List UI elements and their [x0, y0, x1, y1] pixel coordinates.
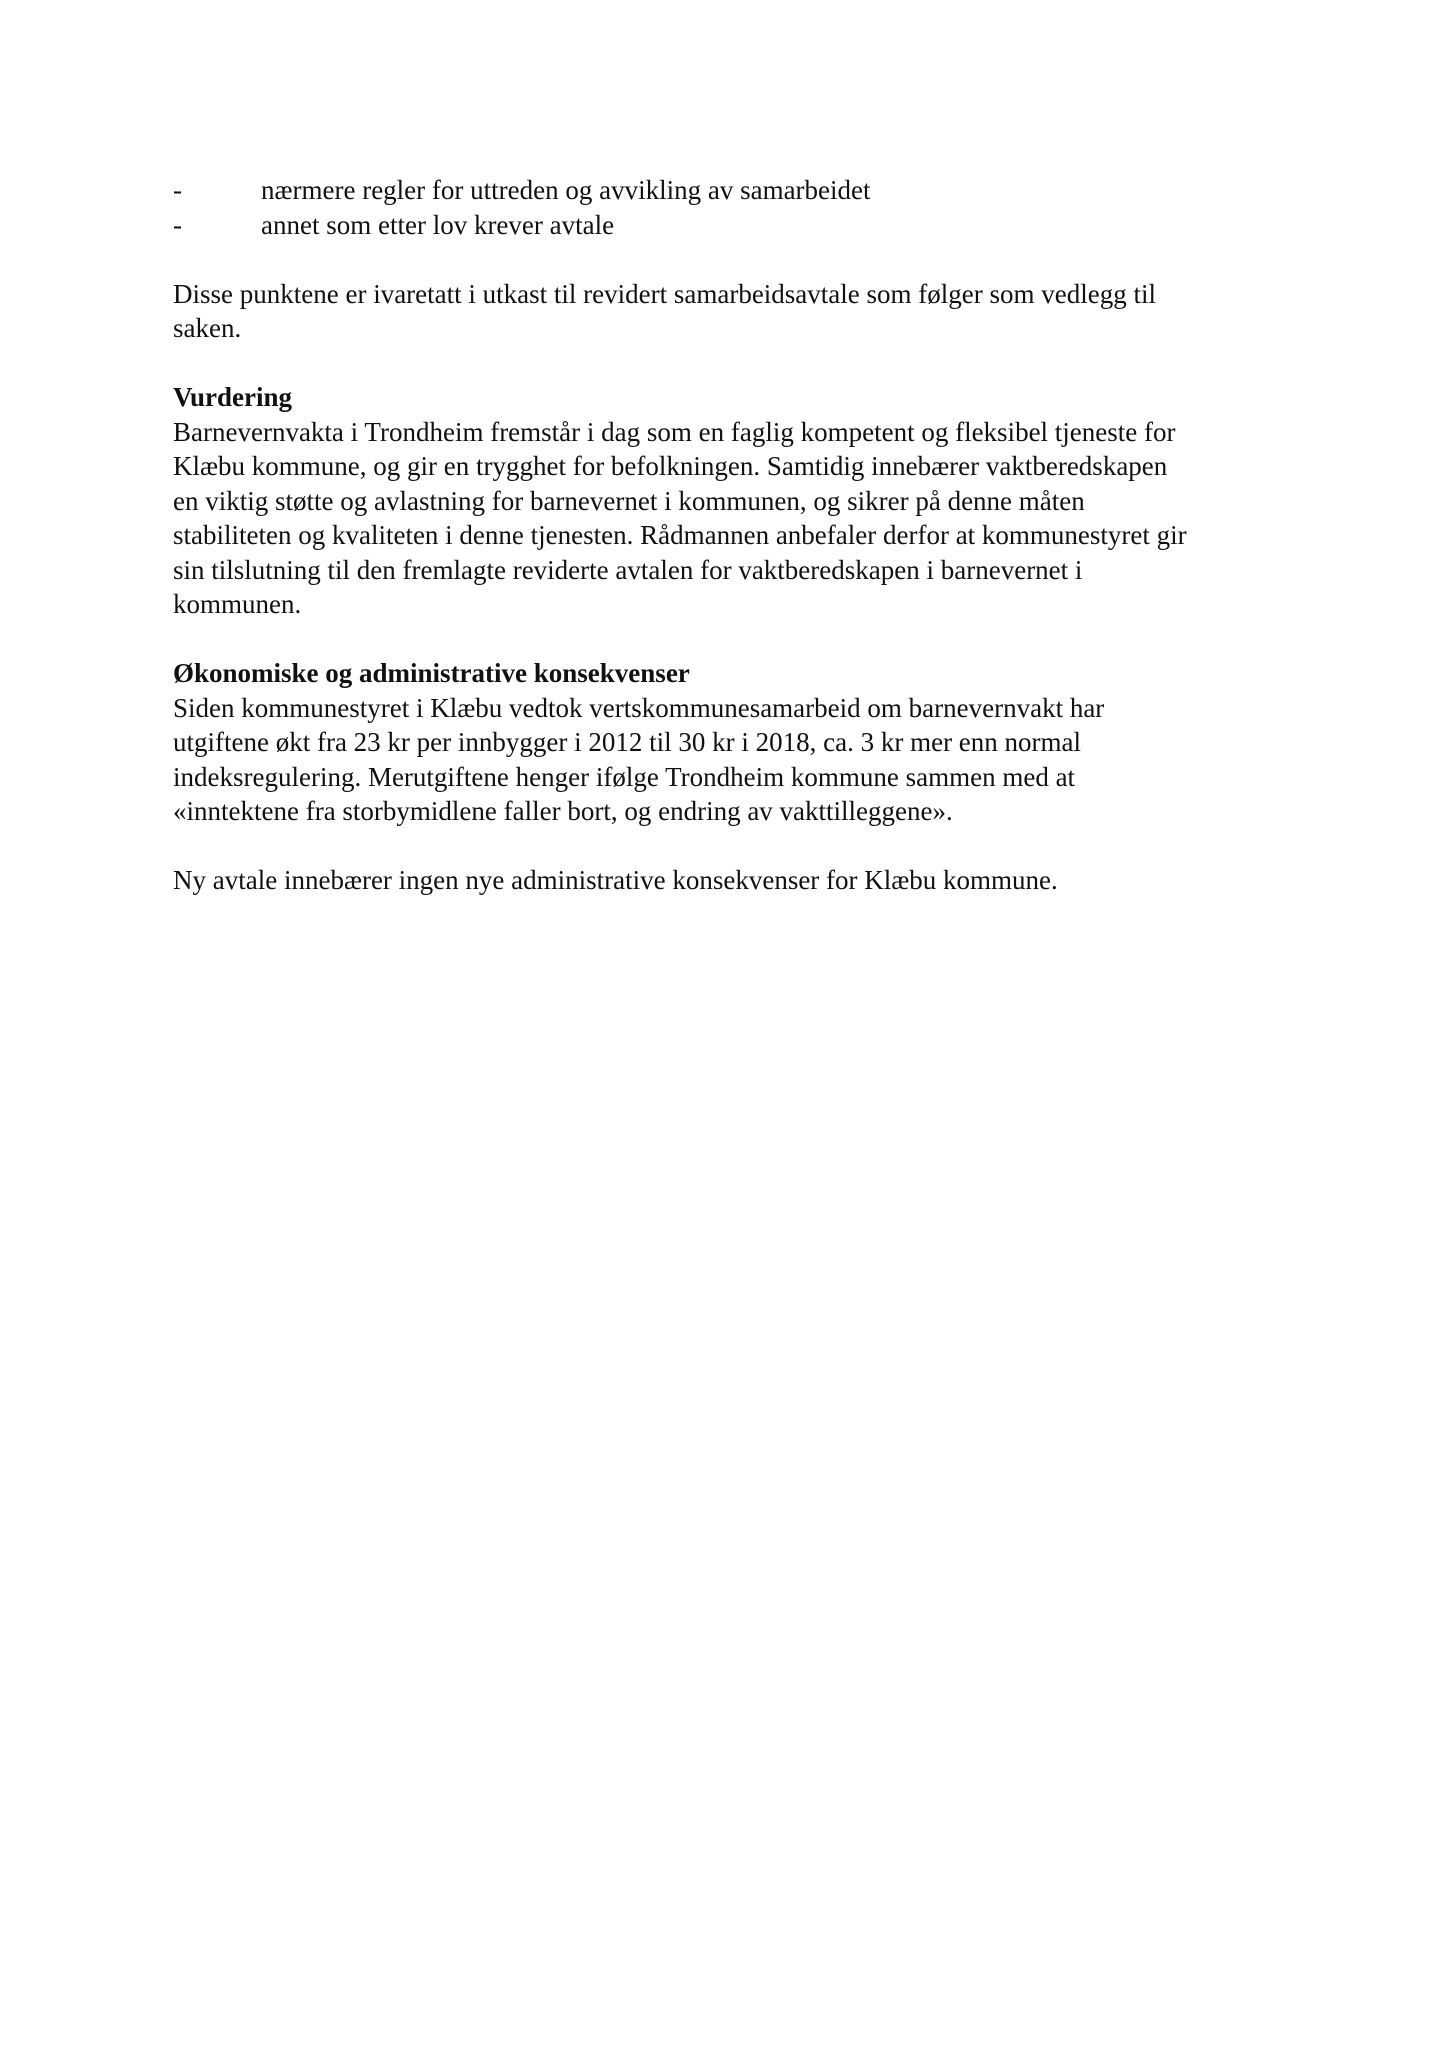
- list-item-text: annet som etter lov krever avtale: [261, 209, 615, 240]
- paragraph-spacer: [173, 829, 1273, 864]
- text-line: sin tilslutning til den fremlagte reviderte avtalen for vaktberedskapen i barnevernet i: [173, 554, 1083, 585]
- document-body: [173, 173, 1273, 898]
- paragraph-spacer: [173, 242, 1273, 277]
- paragraph-spacer: [173, 346, 1273, 381]
- closing-paragraph: Ny avtale innebærer ingen nye administrative konsekvenser for Klæbu kommune.: [173, 865, 1058, 895]
- konsekvenser-paragraph: [173, 691, 1273, 829]
- requirement-list: [173, 173, 1273, 242]
- text-line: indeksregulering. Merutgiftene henger ifølge Trondheim kommune sammen med at: [173, 761, 1076, 792]
- text-line: kommunen.: [173, 589, 302, 619]
- text-line: «inntektene fra storbymidlene faller bort, og endring av vakttilleggene».: [173, 796, 953, 826]
- list-item-text: nærmere regler for uttreden og avvikling av samarbeidet: [261, 175, 871, 205]
- text-line: stabiliteten og kvaliteten i denne tjenesten. Rådmannen anbefaler derfor at kommunestyret gir: [173, 520, 1187, 550]
- section-heading-vurdering: Vurdering: [173, 382, 293, 412]
- list-dash: -: [173, 209, 182, 240]
- intro-paragraph: [173, 277, 1273, 346]
- text-line: Siden kommunestyret i Klæbu vedtok vertskommunesamarbeid om barnevernvakt har: [173, 692, 1105, 723]
- list-item: [173, 208, 1273, 243]
- text-line: utgiftene økt fra 23 kr per innbygger i 2012 til 30 kr i 2018, ca. 3 kr mer enn normal: [173, 727, 1082, 757]
- section-heading-konsekvenser: Økonomiske og administrative konsekvenser: [173, 658, 690, 688]
- paragraph-spacer: [173, 622, 1273, 657]
- text-line: en viktig støtte og avlastning for barnevernet i kommunen, og sikrer på denne måten: [173, 485, 1085, 516]
- list-dash: -: [173, 175, 182, 205]
- text-line: saken.: [173, 313, 242, 343]
- text-line: Barnevernvakta i Trondheim fremstår i dag som en faglig kompetent og fleksibel tjeneste for: [173, 416, 1176, 447]
- vurdering-paragraph: [173, 415, 1273, 622]
- text-line: Klæbu kommune, og gir en trygghet for befolkningen. Samtidig innebærer vaktberedskapen: [173, 451, 1168, 481]
- text-line: Disse punktene er ivaretatt i utkast til revidert samarbeidsavtale som følger som vedlegg til: [173, 278, 1156, 309]
- list-item: [173, 173, 1273, 208]
